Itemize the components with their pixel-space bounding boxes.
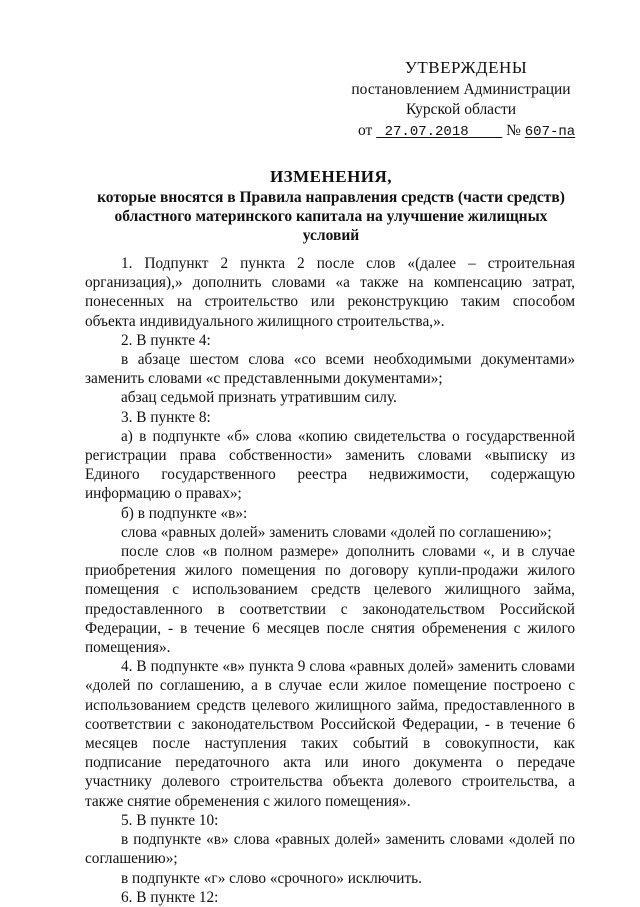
number-prefix: №: [506, 122, 521, 139]
paragraph: б) в подпункте «в»:: [121, 504, 248, 522]
paragraph: 3. В пункте 8:: [121, 408, 211, 426]
document-body: [85, 254, 575, 907]
paragraph: 5. В пункте 10:: [121, 811, 219, 829]
paragraph: в подпункте «г» слово «срочного» исключить.: [121, 869, 422, 887]
paragraph: 6. В пункте 12:: [121, 888, 219, 906]
paragraph: а) в подпункте «б» слова «копию свидетельства о государственной регистрации права собственности» заменить словами «выписку из Единого государственного реестра недвижимости, содержащую информацию о правах»;: [85, 427, 575, 503]
date-prefix: от: [358, 122, 373, 139]
approval-title: УТВЕРЖДЕНЫ: [404, 58, 528, 77]
heading-subtitle: которые вносятся в Правила направления средств (части средств) областного материнского капитала на улучшение жилищных условий: [97, 189, 565, 244]
paragraph: в абзаце шестом слова «со всеми необходимыми документами» заменить словами «с представленными документами»;: [85, 351, 575, 388]
paragraph: 4. В подпункте «в» пункта 9 слова «равных долей» заменить словами «долей по соглашению, а в случае если жилое помещение построено с использованием средств целевого жилищного займа, предоставленного в соответствии с законодательством Российской Федерации, - в течение 6 месяцев после наступления таких событий в совокупности, как подписание передаточного акта или иного документа о передаче участнику долевого строительства объекта долевого строительства, а также снятие обременения с жилого помещения».: [85, 658, 575, 810]
document-heading: [92, 167, 570, 245]
heading-title: ИЗМЕНЕНИЯ,: [269, 167, 393, 186]
approval-region: Курской области: [405, 101, 517, 118]
approval-number: 607-па: [524, 124, 576, 140]
paragraph: 2. В пункте 4:: [121, 331, 211, 349]
approval-date: 27.07.2018: [384, 124, 469, 140]
paragraph: после слов «в полном размере» дополнить словами «, и в случае приобретения жилого помещения по договору купли-продажи жилого помещения с использованием средств целевого жилищного займа, предоставленного в соответствии с законодательством Российской Федерации, - в течение 6 месяцев после снятия обременения с жилого помещения».: [85, 543, 575, 657]
paragraph: 1. Подпункт 2 пункта 2 после слов «(далее – строительная организация),» дополнить словами «а также на компенсацию затрат, понесенных на строительство или реконструкцию таким способом объекта индивидуального жилищного строительства,».: [85, 255, 575, 330]
approval-stamp: [336, 58, 586, 142]
paragraph: абзац седьмой признать утратившим силу.: [121, 389, 397, 407]
paragraph: слова «равных долей» заменить словами «долей по соглашению»;: [121, 523, 552, 541]
paragraph: в подпункте «в» слова «равных долей» заменить словами «долей по соглашению»;: [85, 831, 575, 868]
approval-issuer: постановлением Администрации: [351, 81, 571, 98]
approval-date-line: [336, 121, 586, 142]
